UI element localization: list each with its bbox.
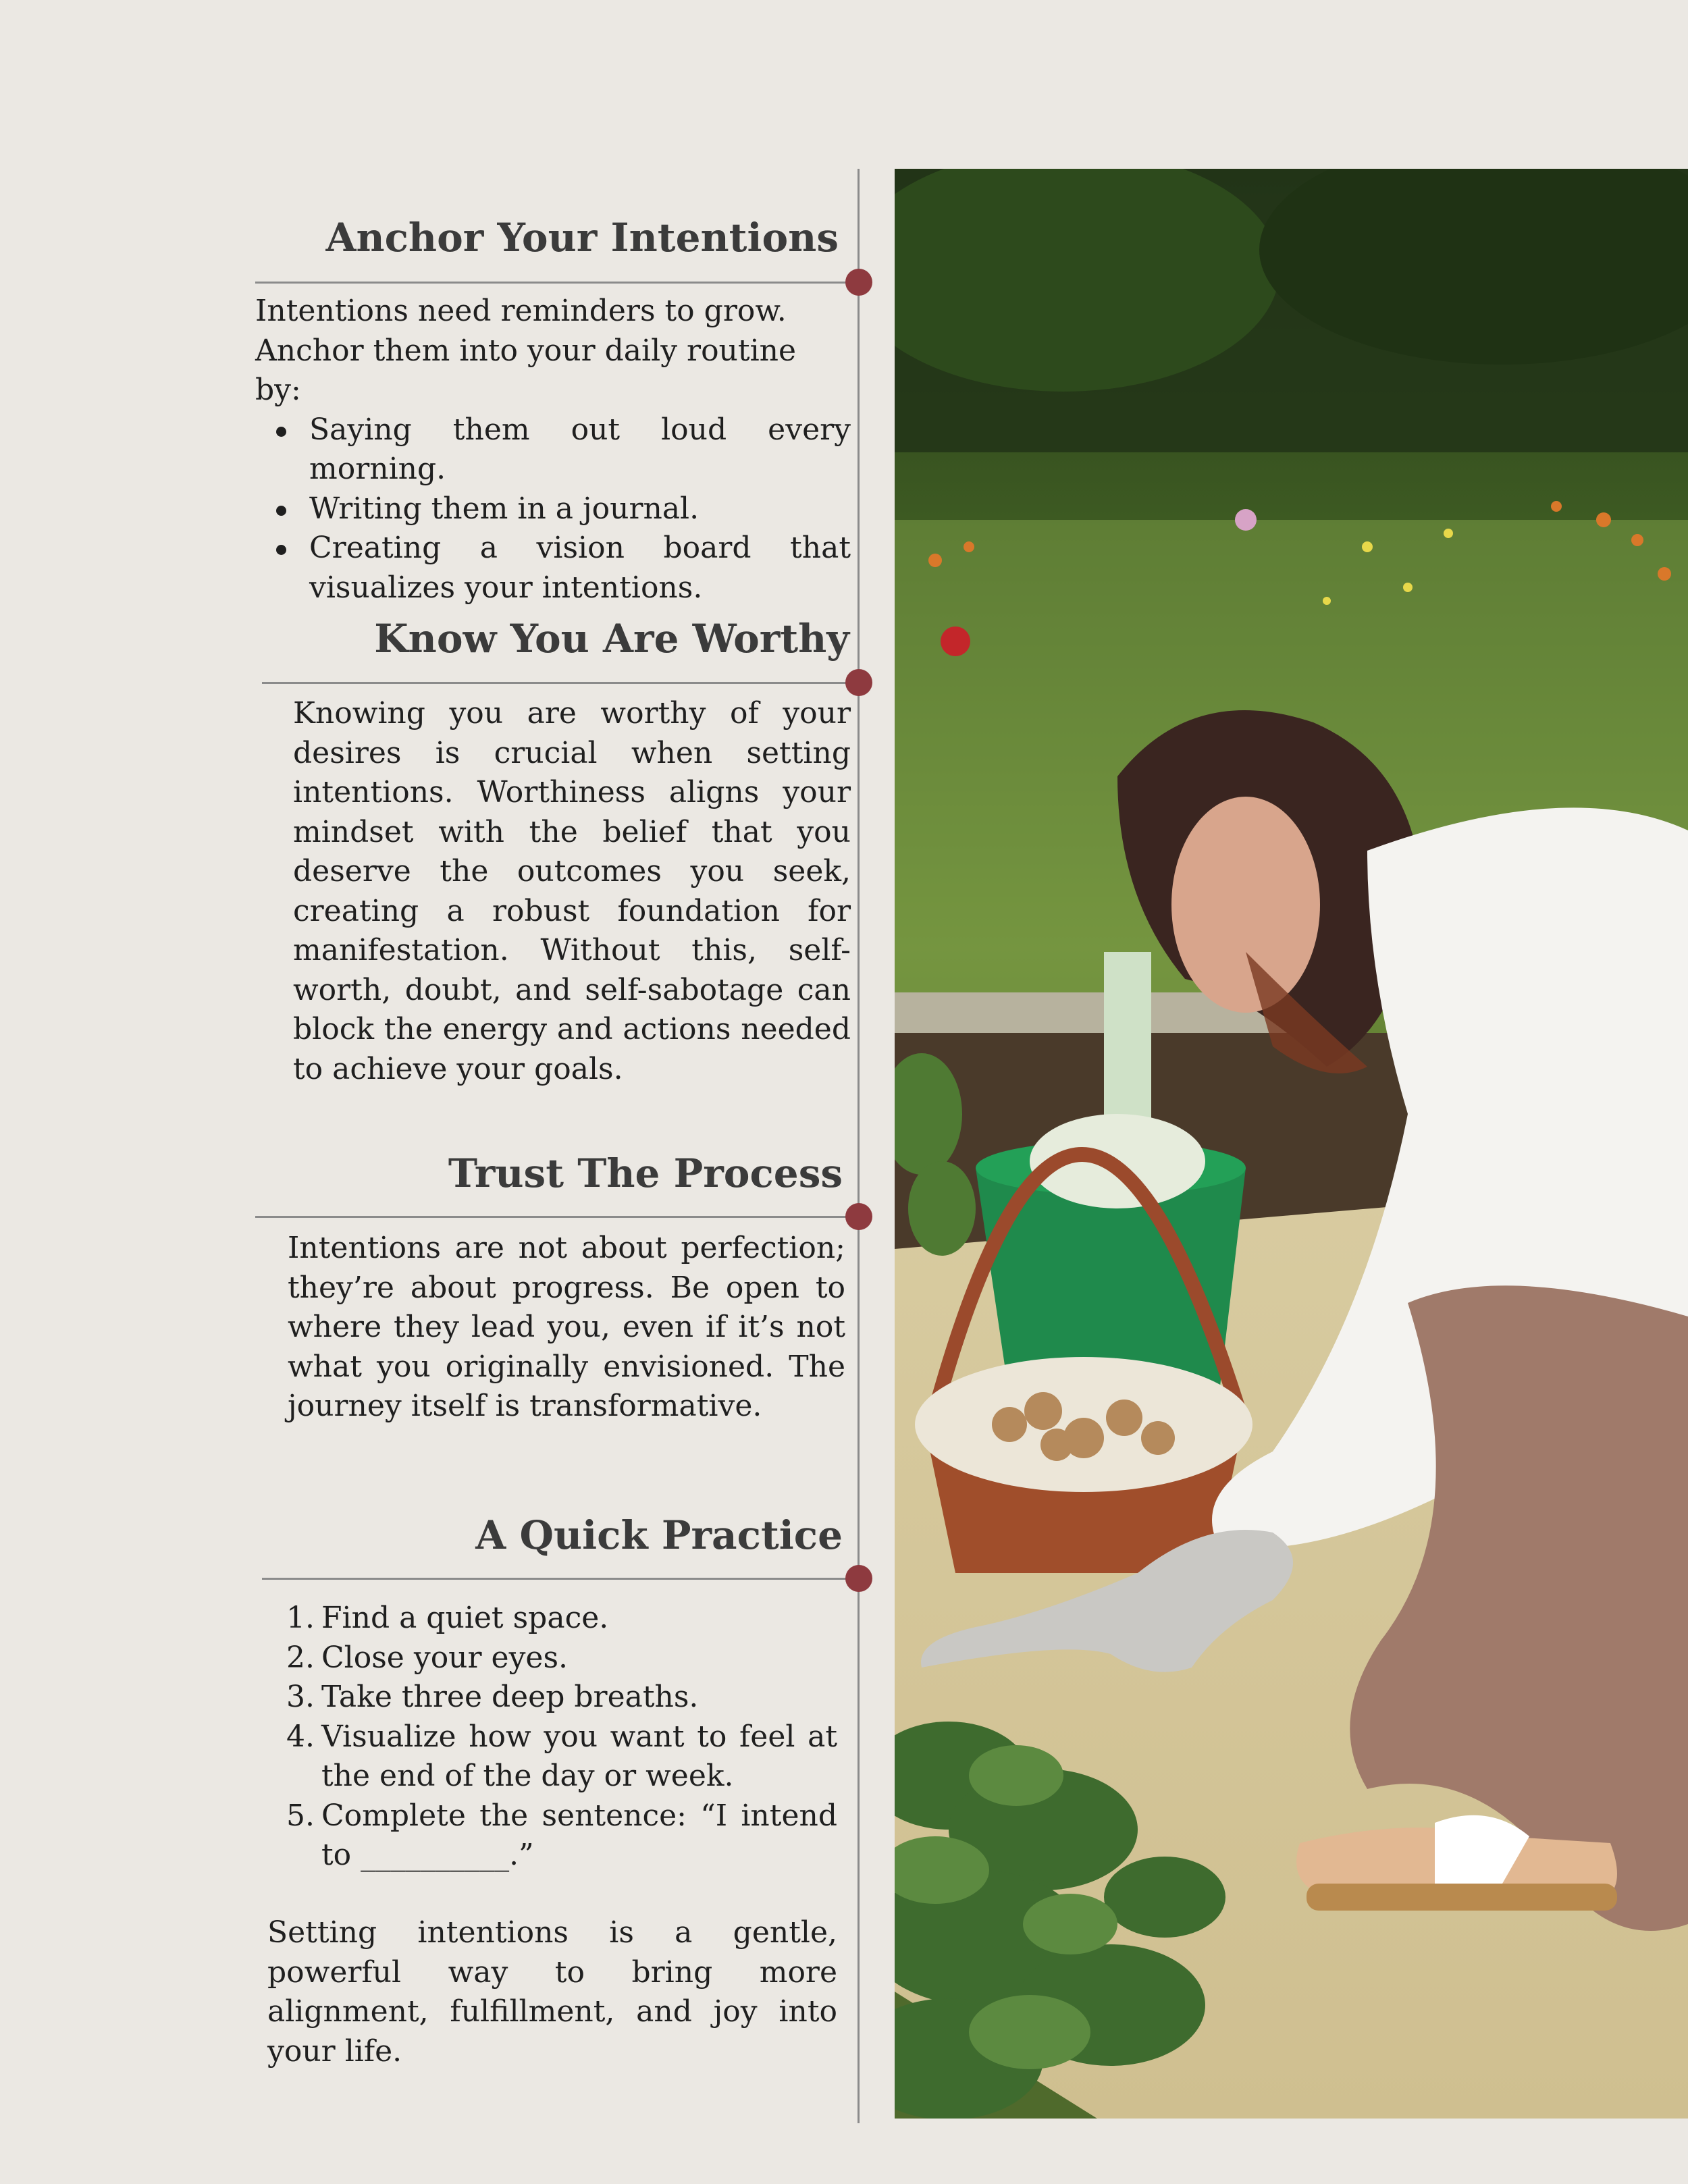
- step-number: 2.: [286, 1640, 315, 1675]
- heading-anchor-your-intentions: Anchor Your Intentions: [325, 215, 839, 261]
- divider-practice: [262, 1578, 859, 1580]
- worthy-paragraph: Knowing you are worthy of your desires is crucial when setting intentions. Worthiness aligns your mindset with the belief that you deserve the outcomes you seek, creating a robust foundation for manifestation. Without this, self-worth, doubt, and self-sabotage can block the energy and actions needed to achieve your goals.: [293, 696, 851, 1086]
- timeline-vertical-line: [858, 169, 860, 2123]
- step-text: Take three deep breaths.: [321, 1680, 699, 1714]
- timeline-dot-trust: [845, 1203, 872, 1230]
- timeline-dot-worthy: [845, 669, 872, 696]
- list-item: Writing them in a journal.: [255, 489, 851, 529]
- list-item: Saying them out loud every morning.: [255, 410, 851, 489]
- heading-know-you-are-worthy: Know You Are Worthy: [374, 616, 849, 662]
- heading-trust-the-process: Trust The Process: [448, 1150, 843, 1196]
- list-item: Creating a vision board that visualizes your intentions.: [255, 529, 851, 608]
- step-number: 3.: [286, 1680, 315, 1714]
- garden-photo: [895, 169, 1688, 2119]
- list-item: [267, 1796, 837, 1875]
- list-item: [267, 1599, 837, 1639]
- step-text: Complete the sentence: “I intend to __________.”: [321, 1798, 837, 1872]
- anchor-intro-line-2: Anchor them into your daily routine by:: [255, 333, 797, 407]
- step-text: Find a quiet space.: [321, 1601, 609, 1635]
- anchor-bullet-list: [255, 410, 851, 608]
- list-item: [267, 1717, 837, 1796]
- step-number: 5.: [286, 1798, 315, 1833]
- step-number: 1.: [286, 1601, 315, 1635]
- step-text: Close your eyes.: [321, 1640, 569, 1675]
- divider-trust: [255, 1216, 859, 1218]
- section-anchor-body: [255, 292, 851, 608]
- practice-steps: [267, 1599, 837, 1875]
- timeline-dot-practice: [845, 1565, 872, 1592]
- step-number: 4.: [286, 1719, 315, 1754]
- step-text: Visualize how you want to feel at the end of the day or week.: [321, 1719, 837, 1793]
- trust-paragraph: Intentions are not about perfection; they’re about progress. Be open to where they lead you, even if it’s not what you originally envisioned. The journey itself is transformative.: [288, 1231, 845, 1423]
- divider-worthy: [262, 682, 859, 684]
- heading-a-quick-practice: A Quick Practice: [475, 1512, 843, 1558]
- list-item: [267, 1639, 837, 1678]
- anchor-intro-line-1: Intentions need reminders to grow.: [255, 294, 787, 328]
- closing-paragraph: Setting intentions is a gentle, powerful way to bring more alignment, fulfillment, and joy into your life.: [267, 1915, 837, 2069]
- list-item: [267, 1678, 837, 1717]
- divider-anchor: [255, 282, 859, 284]
